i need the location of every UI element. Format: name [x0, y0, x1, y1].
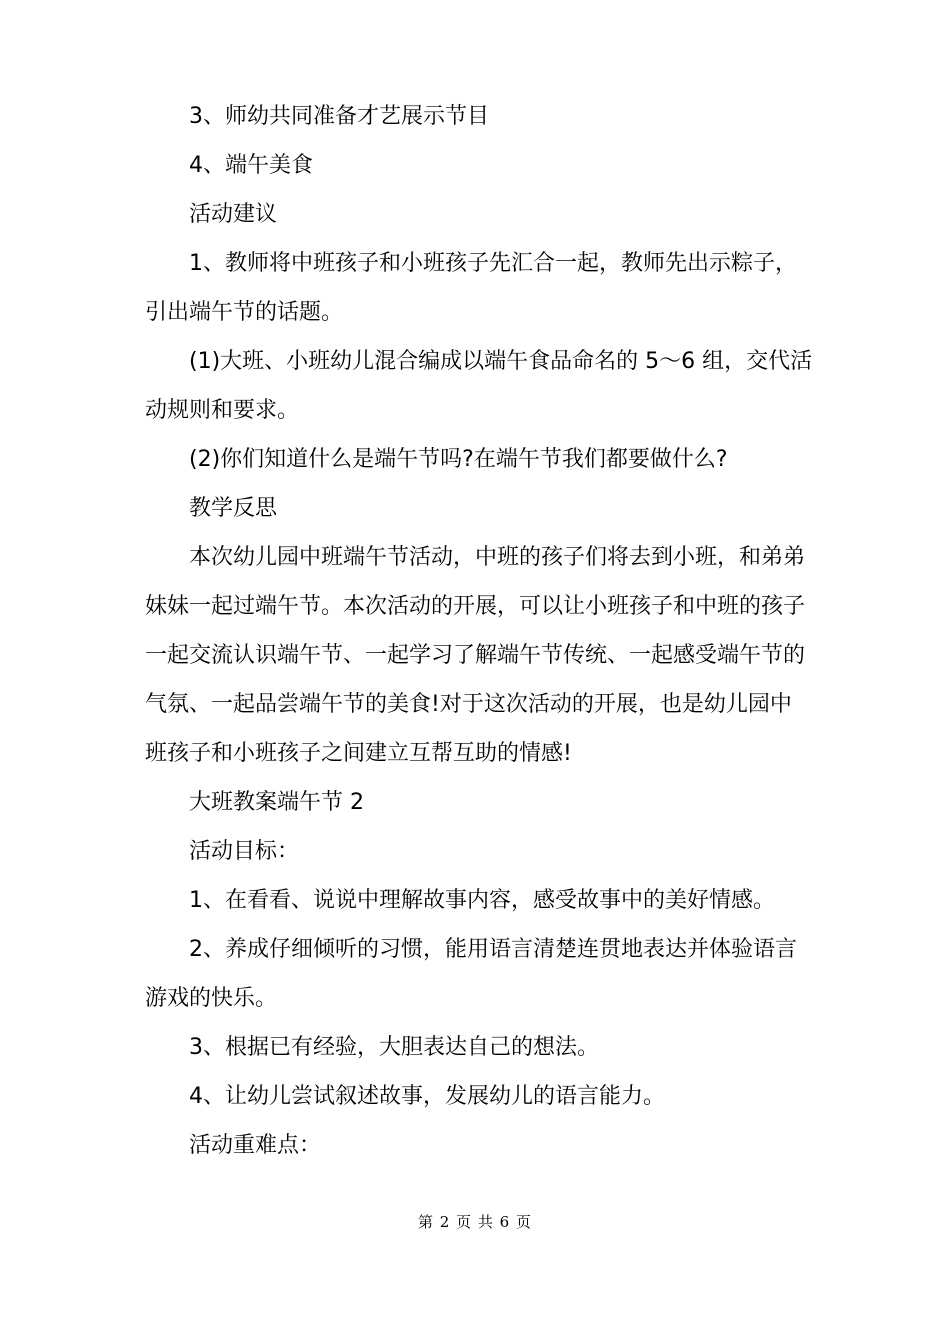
text-line: 妹妹一起过端午节。本次活动的开展，可以让小班孩子和中班的孩子 — [145, 594, 806, 619]
text-line: 班孩子和小班孩子之间建立互帮互助的情感! — [145, 741, 572, 766]
section-heading: 活动目标： — [189, 839, 300, 864]
section-heading: 活动重难点： — [189, 1133, 322, 1158]
text-line: 1、在看看、说说中理解故事内容，感受故事中的美好情感。 — [189, 888, 775, 913]
text-line: 3、根据已有经验，大胆表达自己的想法。 — [189, 1035, 599, 1060]
text-line: 本次幼儿园中班端午节活动，中班的孩子们将去到小班，和弟弟 — [189, 545, 806, 570]
text-line: 游戏的快乐。 — [145, 986, 278, 1011]
text-line: (1)大班、小班幼儿混合编成以端午食品命名的 5～6 组，交代活 — [189, 349, 813, 374]
text-line: (2)你们知道什么是端午节吗?在端午节我们都要做什么? — [189, 447, 728, 472]
text-line: 气氛、一起品尝端午节的美食!对于这次活动的开展，也是幼儿园中 — [145, 692, 792, 717]
text-line: 2、养成仔细倾听的习惯，能用语言清楚连贯地表达并体验语言 — [189, 937, 797, 962]
section-heading: 活动建议 — [189, 202, 278, 227]
page-footer: 第 2 页 共 6 页 — [418, 1213, 532, 1231]
text-line: 1、教师将中班孩子和小班孩子先汇合一起，教师先出示粽子， — [189, 251, 797, 276]
section-title: 大班教案端午节 2 — [189, 790, 364, 815]
section-heading: 教学反思 — [189, 496, 278, 521]
text-line: 动规则和要求。 — [145, 398, 300, 423]
text-line: 4、端午美食 — [189, 153, 313, 178]
text-line: 引出端午节的话题。 — [145, 300, 344, 325]
text-line: 4、让幼儿尝试叙述故事，发展幼儿的语言能力。 — [189, 1084, 665, 1109]
text-line: 3、师幼共同准备才艺展示节目 — [189, 104, 489, 129]
document-body — [145, 92, 813, 1170]
text-line: 一起交流认识端午节、一起学习了解端午节传统、一起感受端午节的 — [145, 643, 806, 668]
